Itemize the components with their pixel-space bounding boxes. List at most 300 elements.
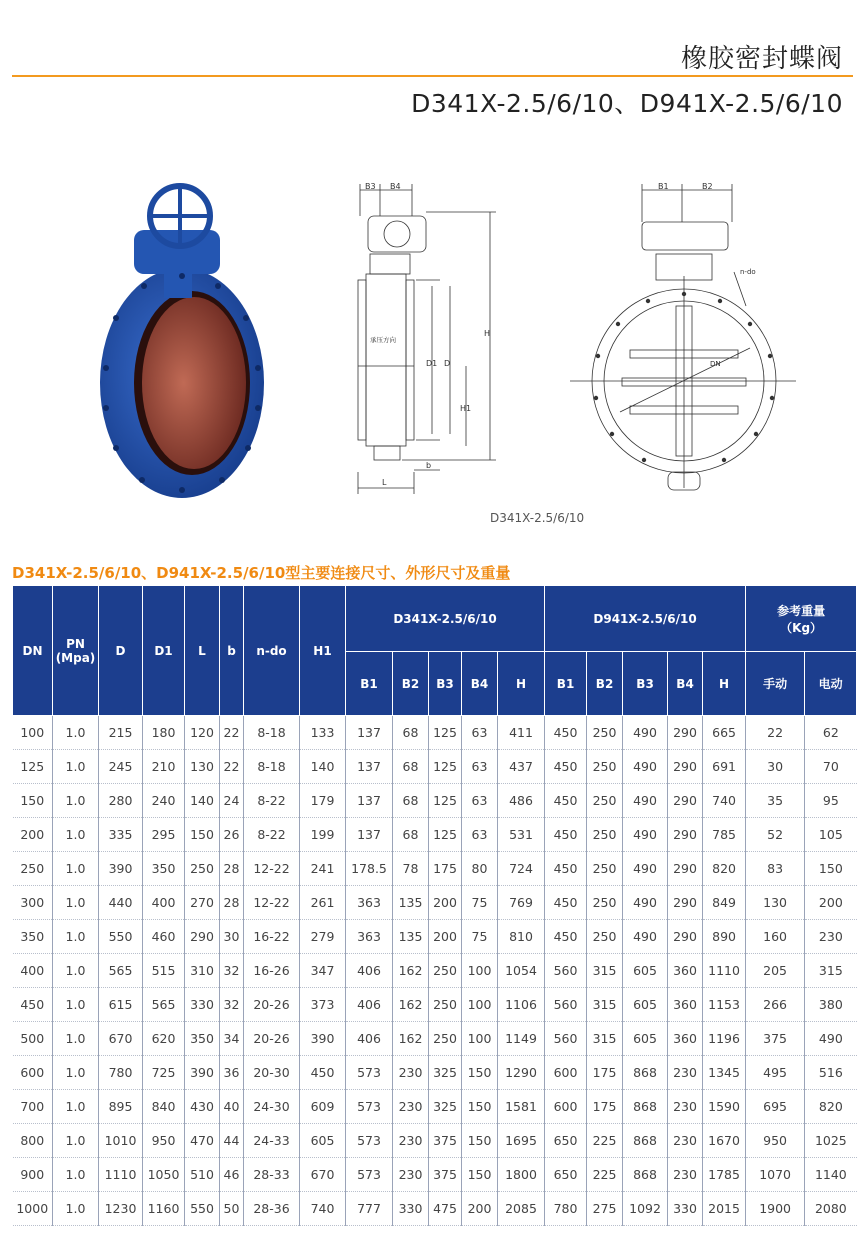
table-cell: 1196	[703, 1022, 746, 1056]
table-cell: 63	[462, 716, 498, 750]
drawing-caption: D341X-2.5/6/10	[490, 511, 585, 525]
table-cell: 100	[13, 716, 53, 750]
table-cell: 868	[623, 1090, 668, 1124]
table-cell: 785	[703, 818, 746, 852]
table-cell: 250	[587, 750, 623, 784]
table-row	[13, 852, 857, 886]
table-cell: 270	[185, 886, 220, 920]
table-cell: 1.0	[53, 1192, 99, 1226]
table-cell: 80	[462, 852, 498, 886]
table-cell: 310	[185, 954, 220, 988]
table-cell: 325	[429, 1090, 462, 1124]
table-cell: 150	[185, 818, 220, 852]
table-cell: 573	[346, 1056, 393, 1090]
table-cell: 800	[13, 1124, 53, 1158]
table-cell: 1110	[99, 1158, 143, 1192]
table-cell: 490	[623, 750, 668, 784]
table-cell: 275	[587, 1192, 623, 1226]
table-cell: 1110	[703, 954, 746, 988]
table-cell: 840	[143, 1090, 185, 1124]
table-cell: 180	[143, 716, 185, 750]
table-cell: 315	[587, 1022, 623, 1056]
header-divider	[12, 75, 853, 77]
sub-header-cell: 电动	[805, 652, 857, 716]
col-header-dn: DN	[13, 586, 53, 716]
table-cell: 137	[346, 750, 393, 784]
table-cell: 162	[393, 988, 429, 1022]
table-row	[13, 716, 857, 750]
table-row	[13, 1056, 857, 1090]
table-cell: 130	[746, 886, 805, 920]
sub-header-cell: B3	[429, 652, 462, 716]
spec-table	[12, 585, 857, 1226]
table-cell: 12-22	[244, 886, 300, 920]
table-cell: 1.0	[53, 750, 99, 784]
table-row	[13, 1192, 857, 1226]
table-cell: 1.0	[53, 784, 99, 818]
table-cell: 133	[300, 716, 346, 750]
table-cell: 8-22	[244, 784, 300, 818]
label-d: D	[444, 359, 451, 368]
table-cell: 290	[185, 920, 220, 954]
table-cell: 490	[623, 716, 668, 750]
sub-header-cell: B4	[462, 652, 498, 716]
table-cell: 240	[143, 784, 185, 818]
col-header-h1: H1	[300, 586, 346, 716]
table-cell: 62	[805, 716, 857, 750]
table-cell: 8-18	[244, 716, 300, 750]
table-cell: 560	[545, 954, 587, 988]
table-cell: 820	[703, 852, 746, 886]
table-cell: 1106	[498, 988, 545, 1022]
table-cell: 406	[346, 1022, 393, 1056]
table-row	[13, 1158, 857, 1192]
table-cell: 605	[623, 1022, 668, 1056]
table-cell: 20-26	[244, 1022, 300, 1056]
table-cell: 250	[587, 716, 623, 750]
table-cell: 63	[462, 784, 498, 818]
table-cell: 375	[746, 1022, 805, 1056]
table-cell: 724	[498, 852, 545, 886]
group-header-weight: 参考重量 （Kg）	[746, 586, 857, 652]
label-b2: B2	[702, 182, 713, 191]
sub-header-cell: B2	[587, 652, 623, 716]
table-cell: 1.0	[53, 886, 99, 920]
group-header-d941x: D941X-2.5/6/10	[545, 586, 746, 652]
table-cell: 895	[99, 1090, 143, 1124]
table-cell: 510	[185, 1158, 220, 1192]
table-cell: 360	[668, 988, 703, 1022]
table-cell: 1.0	[53, 1124, 99, 1158]
table-cell: 95	[805, 784, 857, 818]
table-cell: 250	[587, 784, 623, 818]
label-b: b	[426, 461, 432, 470]
table-cell: 290	[668, 886, 703, 920]
table-cell: 46	[220, 1158, 244, 1192]
table-cell: 490	[623, 920, 668, 954]
table-cell: 266	[746, 988, 805, 1022]
table-cell: 670	[99, 1022, 143, 1056]
table-cell: 150	[13, 784, 53, 818]
table-cell: 250	[587, 818, 623, 852]
table-cell: 605	[623, 954, 668, 988]
table-cell: 75	[462, 886, 498, 920]
table-cell: 330	[393, 1192, 429, 1226]
table-cell: 20-30	[244, 1056, 300, 1090]
table-cell: 150	[805, 852, 857, 886]
table-cell: 137	[346, 716, 393, 750]
table-row	[13, 1090, 857, 1124]
table-cell: 1153	[703, 988, 746, 1022]
table-cell: 160	[746, 920, 805, 954]
table-cell: 78	[393, 852, 429, 886]
table-cell: 230	[668, 1090, 703, 1124]
table-cell: 162	[393, 1022, 429, 1056]
table-cell: 70	[805, 750, 857, 784]
table-cell: 1025	[805, 1124, 857, 1158]
table-cell: 665	[703, 716, 746, 750]
table-cell: 50	[220, 1192, 244, 1226]
table-cell: 1.0	[53, 988, 99, 1022]
table-cell: 695	[746, 1090, 805, 1124]
table-cell: 375	[429, 1158, 462, 1192]
table-cell: 315	[805, 954, 857, 988]
table-cell: 740	[703, 784, 746, 818]
table-cell: 950	[746, 1124, 805, 1158]
table-title: D341X-2.5/6/10、D941X-2.5/6/10型主要连接尺寸、外形尺寸及重量	[12, 564, 511, 582]
table-cell: 225	[587, 1124, 623, 1158]
table-cell: 1.0	[53, 920, 99, 954]
table-cell: 178.5	[346, 852, 393, 886]
sub-header-cell: H	[703, 652, 746, 716]
table-cell: 1.0	[53, 1056, 99, 1090]
table-cell: 36	[220, 1056, 244, 1090]
table-cell: 34	[220, 1022, 244, 1056]
table-cell: 135	[393, 920, 429, 954]
table-cell: 1054	[498, 954, 545, 988]
table-cell: 450	[545, 886, 587, 920]
table-cell: 175	[587, 1056, 623, 1090]
table-cell: 390	[185, 1056, 220, 1090]
table-cell: 230	[393, 1124, 429, 1158]
table-cell: 350	[143, 852, 185, 886]
table-cell: 230	[393, 1056, 429, 1090]
table-cell: 279	[300, 920, 346, 954]
table-cell: 560	[545, 1022, 587, 1056]
table-cell: 1230	[99, 1192, 143, 1226]
label-h: H	[484, 329, 491, 338]
table-cell: 430	[185, 1090, 220, 1124]
table-cell: 200	[429, 920, 462, 954]
table-cell: 28	[220, 852, 244, 886]
table-cell: 2080	[805, 1192, 857, 1226]
table-cell: 140	[300, 750, 346, 784]
table-cell: 560	[545, 988, 587, 1022]
table-cell: 470	[185, 1124, 220, 1158]
table-cell: 162	[393, 954, 429, 988]
table-cell: 1581	[498, 1090, 545, 1124]
table-cell: 373	[300, 988, 346, 1022]
table-cell: 125	[429, 750, 462, 784]
table-cell: 1.0	[53, 1090, 99, 1124]
table-cell: 615	[99, 988, 143, 1022]
sub-header-cell: H	[498, 652, 545, 716]
table-cell: 63	[462, 750, 498, 784]
side-view-drawing	[340, 176, 510, 502]
table-cell: 210	[143, 750, 185, 784]
table-cell: 75	[462, 920, 498, 954]
table-cell: 450	[545, 852, 587, 886]
table-cell: 261	[300, 886, 346, 920]
table-cell: 16-22	[244, 920, 300, 954]
table-cell: 225	[587, 1158, 623, 1192]
table-cell: 175	[587, 1090, 623, 1124]
table-cell: 550	[185, 1192, 220, 1226]
table-cell: 620	[143, 1022, 185, 1056]
table-cell: 325	[429, 1056, 462, 1090]
table-cell: 440	[99, 886, 143, 920]
table-cell: 300	[13, 886, 53, 920]
table-cell: 100	[462, 1022, 498, 1056]
table-cell: 230	[668, 1056, 703, 1090]
col-header-d: D	[99, 586, 143, 716]
table-cell: 335	[99, 818, 143, 852]
table-cell: 12-22	[244, 852, 300, 886]
table-cell: 24	[220, 784, 244, 818]
table-cell: 390	[99, 852, 143, 886]
table-cell: 531	[498, 818, 545, 852]
table-cell: 515	[143, 954, 185, 988]
table-cell: 250	[587, 886, 623, 920]
table-cell: 28-36	[244, 1192, 300, 1226]
table-cell: 777	[346, 1192, 393, 1226]
table-cell: 63	[462, 818, 498, 852]
table-cell: 175	[429, 852, 462, 886]
sub-header-cell: B3	[623, 652, 668, 716]
table-cell: 605	[623, 988, 668, 1022]
table-cell: 450	[545, 784, 587, 818]
table-cell: 150	[462, 1124, 498, 1158]
table-cell: 199	[300, 818, 346, 852]
table-cell: 1.0	[53, 1158, 99, 1192]
table-cell: 360	[668, 1022, 703, 1056]
table-cell: 868	[623, 1158, 668, 1192]
table-cell: 52	[746, 818, 805, 852]
table-cell: 250	[587, 920, 623, 954]
table-row	[13, 954, 857, 988]
table-cell: 400	[13, 954, 53, 988]
table-cell: 450	[300, 1056, 346, 1090]
table-cell: 363	[346, 920, 393, 954]
table-cell: 137	[346, 784, 393, 818]
table-cell: 769	[498, 886, 545, 920]
table-cell: 230	[393, 1158, 429, 1192]
table-cell: 375	[429, 1124, 462, 1158]
table-cell: 68	[393, 750, 429, 784]
table-cell: 150	[462, 1158, 498, 1192]
col-header-b: b	[220, 586, 244, 716]
table-cell: 350	[185, 1022, 220, 1056]
table-cell: 22	[746, 716, 805, 750]
table-cell: 1.0	[53, 1022, 99, 1056]
table-cell: 250	[429, 1022, 462, 1056]
table-cell: 1800	[498, 1158, 545, 1192]
table-cell: 250	[429, 988, 462, 1022]
col-header-l: L	[185, 586, 220, 716]
table-cell: 205	[746, 954, 805, 988]
table-cell: 150	[462, 1090, 498, 1124]
table-cell: 230	[805, 920, 857, 954]
table-cell: 315	[587, 988, 623, 1022]
table-cell: 347	[300, 954, 346, 988]
table-cell: 780	[545, 1192, 587, 1226]
table-cell: 68	[393, 818, 429, 852]
table-cell: 35	[746, 784, 805, 818]
col-header-ndo: n-do	[244, 586, 300, 716]
table-row	[13, 784, 857, 818]
valve-product-photo	[98, 178, 266, 500]
table-cell: 900	[13, 1158, 53, 1192]
table-cell: 290	[668, 852, 703, 886]
table-cell: 200	[805, 886, 857, 920]
table-cell: 565	[99, 954, 143, 988]
label-ndo: n-do	[740, 268, 756, 276]
table-row	[13, 988, 857, 1022]
group-header-d341x: D341X-2.5/6/10	[346, 586, 545, 652]
table-cell: 120	[185, 716, 220, 750]
table-cell: 100	[462, 988, 498, 1022]
table-cell: 605	[300, 1124, 346, 1158]
table-cell: 215	[99, 716, 143, 750]
table-cell: 490	[623, 818, 668, 852]
table-cell: 550	[99, 920, 143, 954]
table-cell: 820	[805, 1090, 857, 1124]
table-cell: 105	[805, 818, 857, 852]
table-cell: 250	[13, 852, 53, 886]
table-cell: 245	[99, 750, 143, 784]
label-b1: B1	[658, 182, 669, 191]
table-cell: 810	[498, 920, 545, 954]
table-cell: 20-26	[244, 988, 300, 1022]
table-cell: 1050	[143, 1158, 185, 1192]
table-cell: 437	[498, 750, 545, 784]
table-row	[13, 886, 857, 920]
table-cell: 573	[346, 1124, 393, 1158]
table-cell: 26	[220, 818, 244, 852]
table-cell: 1345	[703, 1056, 746, 1090]
table-cell: 573	[346, 1090, 393, 1124]
table-cell: 363	[346, 886, 393, 920]
table-cell: 1.0	[53, 852, 99, 886]
table-cell: 450	[545, 750, 587, 784]
table-cell: 1785	[703, 1158, 746, 1192]
sub-header-cell: B2	[393, 652, 429, 716]
table-cell: 360	[668, 954, 703, 988]
table-cell: 290	[668, 784, 703, 818]
table-cell: 450	[545, 818, 587, 852]
table-cell: 475	[429, 1192, 462, 1226]
table-cell: 230	[668, 1124, 703, 1158]
table-cell: 1290	[498, 1056, 545, 1090]
table-cell: 450	[13, 988, 53, 1022]
table-cell: 30	[220, 920, 244, 954]
table-cell: 83	[746, 852, 805, 886]
table-cell: 30	[746, 750, 805, 784]
table-cell: 849	[703, 886, 746, 920]
table-cell: 516	[805, 1056, 857, 1090]
table-cell: 725	[143, 1056, 185, 1090]
col-header-pn: PN (Mpa)	[53, 586, 99, 716]
table-cell: 68	[393, 784, 429, 818]
table-cell: 2085	[498, 1192, 545, 1226]
table-cell: 868	[623, 1056, 668, 1090]
table-cell: 650	[545, 1124, 587, 1158]
table-cell: 600	[545, 1056, 587, 1090]
table-cell: 100	[462, 954, 498, 988]
table-cell: 650	[545, 1158, 587, 1192]
table-cell: 490	[623, 886, 668, 920]
table-cell: 740	[300, 1192, 346, 1226]
table-cell: 609	[300, 1090, 346, 1124]
label-b3: B3	[365, 182, 376, 191]
table-cell: 950	[143, 1124, 185, 1158]
sub-header-cell: B1	[545, 652, 587, 716]
label-flow-direction: 承压方向	[370, 336, 396, 344]
table-cell: 28	[220, 886, 244, 920]
table-cell: 486	[498, 784, 545, 818]
table-cell: 411	[498, 716, 545, 750]
table-cell: 200	[13, 818, 53, 852]
col-header-d1: D1	[143, 586, 185, 716]
table-cell: 330	[185, 988, 220, 1022]
table-cell: 380	[805, 988, 857, 1022]
table-cell: 130	[185, 750, 220, 784]
table-cell: 490	[623, 852, 668, 886]
table-cell: 22	[220, 750, 244, 784]
table-cell: 290	[668, 750, 703, 784]
table-cell: 330	[668, 1192, 703, 1226]
table-cell: 1695	[498, 1124, 545, 1158]
label-dn: DN	[710, 360, 721, 368]
table-cell: 495	[746, 1056, 805, 1090]
table-cell: 600	[13, 1056, 53, 1090]
table-cell: 24-33	[244, 1124, 300, 1158]
table-cell: 670	[300, 1158, 346, 1192]
table-cell: 135	[393, 886, 429, 920]
table-cell: 150	[462, 1056, 498, 1090]
label-d1: D1	[426, 359, 438, 368]
table-cell: 691	[703, 750, 746, 784]
sub-header-cell: 手动	[746, 652, 805, 716]
table-cell: 40	[220, 1090, 244, 1124]
table-cell: 16-26	[244, 954, 300, 988]
table-cell: 1670	[703, 1124, 746, 1158]
table-cell: 230	[393, 1090, 429, 1124]
table-cell: 200	[462, 1192, 498, 1226]
table-cell: 315	[587, 954, 623, 988]
table-cell: 490	[805, 1022, 857, 1056]
table-cell: 490	[623, 784, 668, 818]
table-cell: 230	[668, 1158, 703, 1192]
table-cell: 1.0	[53, 818, 99, 852]
table-row	[13, 1124, 857, 1158]
table-cell: 140	[185, 784, 220, 818]
sub-header-cell: B4	[668, 652, 703, 716]
table-cell: 500	[13, 1022, 53, 1056]
table-cell: 8-18	[244, 750, 300, 784]
table-cell: 390	[300, 1022, 346, 1056]
table-cell: 868	[623, 1124, 668, 1158]
